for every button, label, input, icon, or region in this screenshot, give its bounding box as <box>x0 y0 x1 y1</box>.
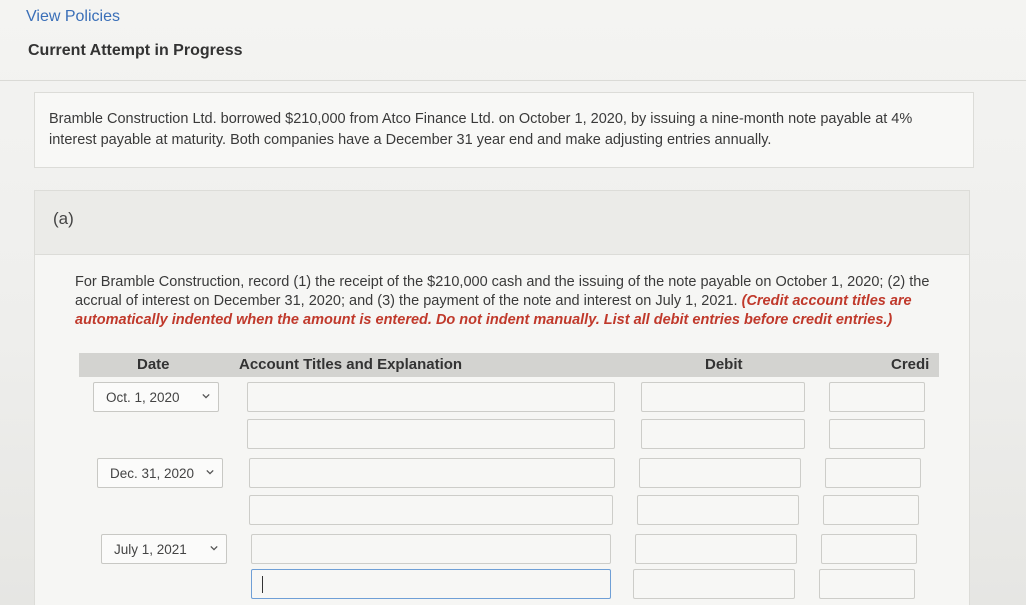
date-select-oct-1-2020[interactable] <box>93 382 219 412</box>
part-a-panel <box>34 190 970 605</box>
credit-input[interactable] <box>821 534 917 564</box>
header-date: Date <box>137 356 170 373</box>
journal-table-header <box>79 353 939 377</box>
instructions <box>75 273 945 330</box>
date-select-value: Oct. 1, 2020 <box>106 390 180 405</box>
debit-input[interactable] <box>635 534 797 564</box>
problem-statement-box <box>34 92 974 168</box>
instructions-text: For Bramble Construction, record (1) the receipt of the $210,000 cash and the issuing of the note payable on October 1, 2020; (2) the accrual of interest on December 31, 2020; and (3) the payment of the note and interest on July 1, 2021. <box>75 274 930 309</box>
chevron-down-icon <box>202 392 210 400</box>
part-header <box>35 191 969 255</box>
debit-input[interactable] <box>639 458 801 488</box>
account-title-input[interactable] <box>247 382 615 412</box>
date-select-value: Dec. 31, 2020 <box>110 466 195 481</box>
attempt-title: Current Attempt in Progress <box>28 42 243 59</box>
credit-input[interactable] <box>825 458 921 488</box>
chevron-down-icon <box>206 468 214 476</box>
credit-input[interactable] <box>829 382 925 412</box>
credit-input[interactable] <box>819 569 915 599</box>
date-select-dec-31-2020[interactable] <box>97 458 223 488</box>
view-policies-link[interactable]: View Policies <box>26 8 120 25</box>
instructions-emphasis: (Credit account titles are automatically indented when the amount is entered. Do not indent manually. List all debit entries before credit entries.) <box>75 293 912 328</box>
credit-input[interactable] <box>829 419 925 449</box>
account-title-input[interactable] <box>249 495 613 525</box>
debit-input[interactable] <box>641 419 805 449</box>
chevron-down-icon <box>210 544 218 552</box>
part-label: (a) <box>53 209 74 228</box>
date-select-july-1-2021[interactable] <box>101 534 227 564</box>
account-title-input[interactable] <box>247 419 615 449</box>
date-select-value: July 1, 2021 <box>114 542 187 557</box>
divider <box>0 80 1026 81</box>
text-caret <box>262 576 263 593</box>
account-title-input-active[interactable] <box>251 569 611 599</box>
header-debit: Debit <box>705 356 743 373</box>
account-title-input[interactable] <box>251 534 611 564</box>
header-account-titles: Account Titles and Explanation <box>239 356 463 373</box>
debit-input[interactable] <box>641 382 805 412</box>
debit-input[interactable] <box>637 495 799 525</box>
header-credit: Credi <box>891 356 930 373</box>
credit-input[interactable] <box>823 495 919 525</box>
problem-text: Bramble Construction Ltd. borrowed $210,000 from Atco Finance Ltd. on October 1, 2020, by issuing a nine-month note payable at 4% interest payable at maturity. Both companies have a December 31 year end and make adjusting entries annually. <box>49 111 913 148</box>
account-title-input[interactable] <box>249 458 615 488</box>
debit-input[interactable] <box>633 569 795 599</box>
